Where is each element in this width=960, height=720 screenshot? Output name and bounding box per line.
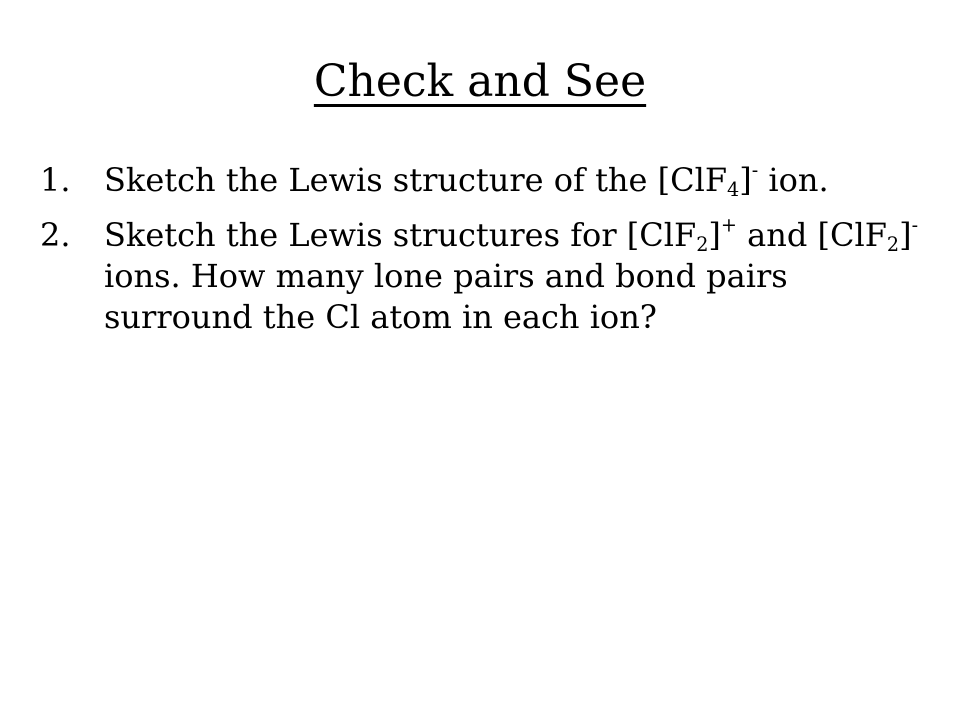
question-text-part: ]	[739, 161, 752, 199]
slide-title	[0, 52, 960, 112]
question-item-1	[40, 160, 920, 201]
subscript: 4	[727, 177, 740, 201]
question-text-part: Sketch the Lewis structures for [ClF	[104, 216, 697, 254]
slide-title-text: Check and See	[313, 56, 647, 107]
question-text-part: ions. How many lone pairs and bond pairs surround the Cl atom in each ion?	[104, 257, 788, 336]
subscript: 2	[886, 232, 900, 256]
question-text-part: and [ClF	[736, 216, 887, 254]
question-text-part: ion.	[758, 161, 829, 199]
question-text	[104, 160, 920, 201]
question-number: 2.	[40, 216, 71, 254]
question-text	[104, 215, 920, 338]
question-item-2	[40, 215, 920, 338]
superscript: -	[751, 158, 759, 182]
superscript: -	[911, 213, 919, 237]
question-text-part: Sketch the Lewis structure of the [ClF	[104, 161, 728, 199]
subscript: 2	[696, 232, 709, 256]
question-number: 1.	[40, 161, 71, 199]
question-text-part: ]	[899, 216, 912, 254]
superscript: +	[720, 213, 737, 237]
question-list	[40, 160, 920, 352]
question-text-part: ]	[708, 216, 721, 254]
